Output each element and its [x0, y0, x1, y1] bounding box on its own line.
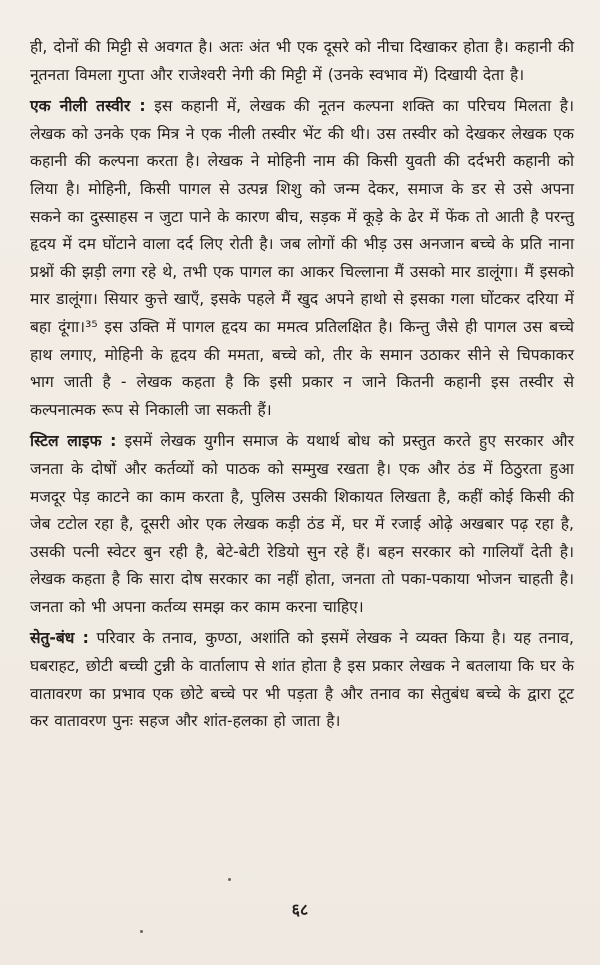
paragraph-intro-text: ही, दोनों की मिट्टी से अवगत है। अतः अंत भी एक दूसरे को नीचा दिखाकर होता है। कहानी की नूतनता विमला गुप्ता और राजेश्वरी नेगी की मिट्टी में (उनके स्वभाव में) दिखायी देता है। [30, 38, 574, 84]
paragraph-ek-neeli-tasveer-text: इस कहानी में, लेखक की नूतन कल्पना शक्ति का परिचय मिलता है। लेखक को उनके एक मित्र ने एक नीली तस्वीर भेंट की थी। उस तस्वीर को देखकर लेखक एक कहानी की कल्पना करता है। लेखक ने मोहिनी नाम की किसी युवती की दर्दभरी कहानी को लिया है। मोहिनी, किसी पागल से उत्पन्न शिशु को जन्म देकर, समाज के डर से उसे अपना सकने का दुस्साहस न जुटा पाने के कारण बीच, सड़क में कूड़े के ढेर में फेंक तो आती है परन्तु हृदय में दम घोंटाने वाला दर्द लिए रोती है। जब लोगों की भीड़ उस अनजान बच्चे के प्रति नाना प्रश्नों की झड़ी लगा रहे थे, तभी एक पागल का आकर चिल्लाना मैं उसको मार डालूंगा। मैं इसको मार डालूंगा। सियार कुत्ते खाएँ, इसके पहले मैं खुद अपने हाथो से इसका गला घोंटकर दरिया में बहा दूंगा।³⁵ इस उक्ति में पागल हृदय का ममत्व प्रतिलक्षित है। किन्तु जैसे ही पागल उस बच्चे हाथ लगाए, मोहिनी के हृदय की ममता, बच्चे को, तीर के समान उठाकर सीने से चिपकाकर भाग जाती है - लेखक कहता है कि इसी प्रकार न जाने कितनी कहानी इस तस्वीर से कल्पनात्मक रूप से निकाली जा सकती हैं। [30, 97, 574, 419]
section-heading-ek-neeli-tasveer: एक नीली तस्वीर : [30, 97, 146, 116]
paragraph-still-life [30, 428, 574, 621]
ink-speck [228, 878, 231, 881]
ink-speck [140, 930, 143, 933]
paragraph-setu-bandh [30, 625, 574, 735]
paragraph-intro [30, 34, 574, 89]
section-heading-still-life: स्टिल लाइफ : [30, 432, 117, 451]
page-number: ६८ [291, 900, 309, 919]
paragraph-setu-bandh-text: परिवार के तनाव, कुण्ठा, अशांति को इसमें लेखक ने व्यक्त किया है। यह तनाव, घबराहट, छोटी बच्ची टुन्नी के वार्तालाप से शांत होता है इस प्रकार लेखक ने बतलाया कि घर के वातावरण का प्रभाव एक छोटे बच्चे पर भी पड़ता है और तनाव का सेतुबंध बच्चे के द्वारा टूट कर वातावरण पुनः सहज और शांत-हलका हो जाता है। [30, 629, 575, 731]
paragraph-ek-neeli-tasveer [30, 93, 574, 424]
section-heading-setu-bandh: सेतु-बंध : [30, 629, 89, 648]
paragraph-still-life-text: इसमें लेखक युगीन समाज के यथार्थ बोध को प्रस्तुत करते हुए सरकार और जनता के दोषों और कर्तव्यों को पाठक को सम्मुख रखता है। एक और ठंड में ठिठुरता हुआ मजदूर पेड़ काटने का काम करता है, पुलिस उसकी शिकायत लिखता है, कहीं कोई किसी की जेब टटोल रहा है, दूसरी ओर एक लेखक कड़ी ठंड में, घर में रजाई ओढ़े अखबार पढ़ रहा है, उसकी पत्नी स्वेटर बुन रही है, बेटे-बेटी रेडियो सुन रहे हैं। बहन सरकार को गालियाँ देती है। लेखक कहता है कि सारा दोष सरकार का नहीं होता, जनता तो पका-पकाया भोजन चाहती है। जनता को भी अपना कर्तव्य समझ कर काम करना चाहिए। [30, 432, 574, 616]
